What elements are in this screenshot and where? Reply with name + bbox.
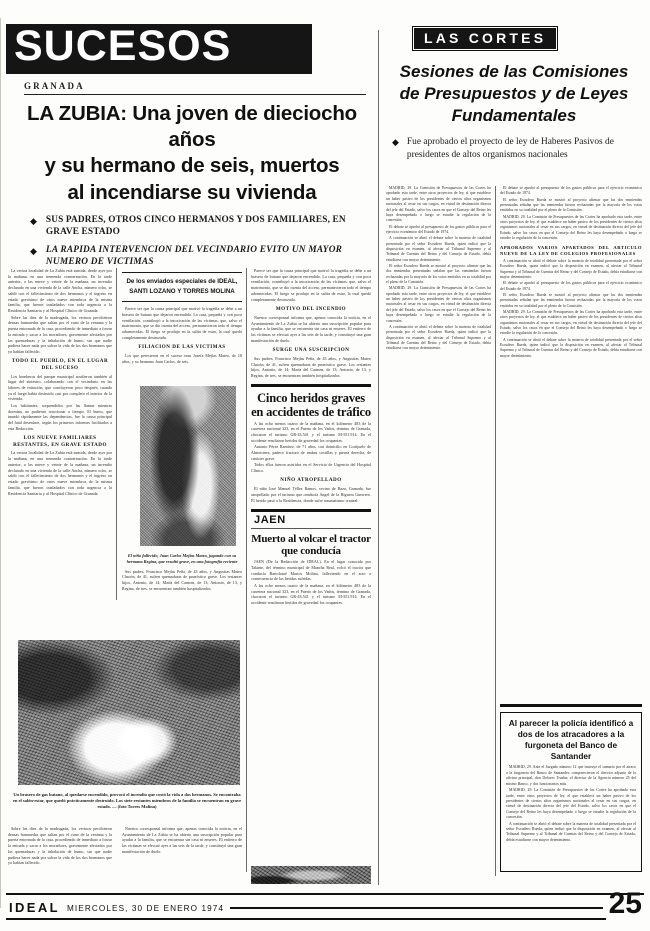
column-2: [122, 272, 242, 365]
subhead: FILIACION DE LAS VICTIMAS: [138, 344, 226, 351]
paragraph: MADRID, 29. Ante el Juzgado número 12 que instruye el sumario por el atraco a la furgoneta del Banco de Santander, comparecieron el director adjunto de la oficina principal, don Dolores Trueba; el director de la Agencia número 25 del mismo Banco, y dos funcionarios más.: [506, 765, 636, 786]
debris-caption-area: [10, 789, 244, 810]
main-headline: [20, 101, 364, 206]
headline-line-2: y su hermano de seis, muertos: [44, 154, 340, 178]
cortes-headline-line-3: Fundamentales: [451, 106, 577, 126]
paragraph: El niño José Manuel Téllez Ramos, vecino de Baza, Granada, fue atropellado por el turismo que conducía Angel de la Higuera Guerrero. El herido pasó a la Residencia, donde sufre traumatismo craneal.: [251, 486, 371, 503]
bullet-item: [30, 215, 358, 238]
cortes-section: [384, 26, 644, 161]
column-2-tail: [122, 569, 242, 592]
paragraph: MADRID, 29. La Comisión de Presupuestos de las Cortes ha aprobado esta tarde, entre otros proyectos de ley, el que establece un haber pasivo de los presidentes de ciertos altos organismos nacionales al cesar en sus cargos, en virtud de destinación directa del jefe del Estado, salvo los casos en que el Consejo del Reino les haya desempeñado o luego se estudie la regulación de la concesión.: [386, 286, 491, 323]
cortes-headline: [386, 61, 642, 127]
subhead: MOTIVO DEL INCENDIO: [275, 305, 347, 312]
column-4: [386, 186, 491, 353]
cortes-bullet-item: [392, 136, 638, 160]
santander-boxed-item: [500, 712, 642, 872]
subhead: TODO EL PUEBLO, EN EL LUGAR DEL SUCESO: [11, 358, 109, 371]
byline-rule-bottom: [122, 301, 242, 302]
page-edge-line: [0, 18, 1, 908]
column-rule-1: [116, 268, 117, 600]
column-2-continuation: [122, 826, 242, 855]
photo-room-fragment: [251, 866, 371, 884]
paragraph: A continuación se abrió el debate sobre la materia de totalidad presentada por el señor Escudero Rueda, quien indicó que la disposición en examen, al afectar al Tribunal Supremo y al Tribunal de Cuentas del Reino y del Consejo de Estado, debía estudiarse con mayor detenimiento.: [506, 821, 636, 842]
column-3-body-top: [251, 268, 371, 379]
paragraph: La vecina localidad de La Zubia está sumida, desde ayer por la mañana, en una tremenda consternación. En la tarde anterior, a las nueve y veinte de la mañana, un incendio declarado en una vivienda de la calle Ancha, número ocho, se saldó con el fallecimiento de dos hermanos y el ingreso en estado gravísimo de otros nueve miembros de la misma familia, que fueron trasladados con toda urgencia a la Residencia Sanitaria y al Hospital Clínico de Granada.: [8, 450, 112, 496]
paragraph: JAEN (De la Redacción de IDEAL). En el lugar conocido por Talante, del término municipal de Mancha Real, volcó el tractor que conducía Bartolomé Martos Molina, falleciendo en el acto a consecuencia de las heridas sufridas.: [251, 559, 371, 582]
column-3-jaen-body: [251, 559, 371, 606]
paragraph: Todos ellos fueron asistidos en el Servicio de Urgencia del Hospital Clínico.: [251, 462, 371, 474]
santander-headline: Al parecer la policía identificó a dos de los atracadores a la furgoneta del Banco de Santander: [508, 718, 634, 762]
cortes-badge: [412, 26, 558, 51]
paragraph: Los que perecieron en el suceso eran Josefa Mejías Mateo, de 18 años, y su hermano Juan Carlos, de seis.: [122, 352, 242, 364]
subhead: SURGE UNA SUSCRIPCION: [272, 346, 350, 353]
column-3: [251, 268, 371, 607]
column-2-caption-area: [122, 550, 242, 592]
paragraph: MADRID, 29. La Comisión de Presupuestos de las Cortes ha aprobado esta tarde, entre otros proyectos de ley, el que establece un haber pasivo de los presidentes de ciertos altos organismos nacionales al cesar en sus cargos, en virtud de destinación directa del jefe del Estado, salvo los casos en que el Consejo del Reino les haya desempeñado o luego se estudie la regulación de la concesión.: [386, 186, 491, 223]
footer-row: [6, 886, 644, 920]
column-3-traffic-body: [251, 421, 371, 504]
jaen-divider-rule-top: [251, 509, 371, 512]
headline-line-1: LA ZUBIA: Una joven de dieciocho años: [27, 101, 357, 152]
headline-bullets: [30, 215, 358, 269]
photo-children: [140, 386, 236, 546]
page-footer: [6, 886, 644, 920]
paragraph: Parece ser que la causa principal que motivó la tragedia se debe a un brasero de butano que dejaron encendido. La casa, pequeña y con poca ventilación, contribuyó a la intoxicación de las víctimas, que, salvo el matrimonio, que se dio cuenta del acceso, permanecieron todo el tiempo adormecidas. El fuego se produjo en la salita de estar, la cual quedó completamente destrozada.: [251, 268, 371, 302]
diamond-bullet-icon: ◆: [30, 246, 37, 257]
column-5-body-top: [500, 186, 642, 359]
paragraph: Nuestro corresponsal informa que, apenas conocida la noticia, en el Ayuntamiento de La Zubia se ha abierto una suscripción popular para ayudar a la familia, que se encuentra sin casa ni enseres. El entierro de las víctimas se efectuó ayer a las seis de la tarde, y constituyó una gran manifestación de duelo.: [251, 314, 371, 343]
column-1: [8, 268, 112, 497]
paragraph: Parece ser que la causa principal que motivó la tragedia se debe a un brasero de butano que dejaron encendido. La casa, pequeña y con poca ventilación, contribuyó a la intoxicación de las víctimas, que, salvo el matrimonio, que se dio cuenta del acceso, permanecieron todo el tiempo adormecidas. El fuego se produjo en la salita de estar, la cual quedó completamente destrozada.: [122, 306, 242, 340]
sucesos-masthead: SUCESOS: [6, 24, 312, 74]
column-1-cont-body: [8, 826, 112, 866]
kicker-granada: GRANADA: [24, 80, 85, 91]
paragraph: El señor Escudero Rueda se mostró al proyecto afirmar que las dos enmiendas presentadas señalan que las enmiendas fueron rechazadas por la mayoría de los votos emitidos en su totalidad por el pleno de la Comisión.: [500, 292, 642, 308]
publication-date: MIERCOLES, 30 DE ENERO 1974: [67, 904, 225, 913]
kicker-divider: [24, 94, 366, 95]
paragraph: El debate se aprobó al presupuesto de los gastos públicos para el ejercicio económico del Estado de 1974.: [500, 281, 642, 291]
cortes-headline-line-1: Sesiones de las Comisiones: [399, 62, 629, 81]
paragraph: MADRID, 29. La Comisión de Presupuestos de las Cortes ha aprobado esta tarde, entre otros proyectos de ley, el que establece un haber pasivo de los presidentes de ciertos altos organismos nacionales al cesar en sus cargos, en virtud de destinación directa del jefe del Estado, salvo los casos en que el Consejo del Reino les haya desempeñado o luego se estudie la regulación de la concesión.: [506, 788, 636, 820]
paragraph: Los habitantes, sorprendidos por las llamas mientras dormían, no pudieron reaccionar a tiempo. El humo, que inundó rápidamente las dependencias, fue la causa principal del fatal desenlace, según los primeros informes facilitados a esta Redacción.: [8, 403, 112, 431]
paragraph: Sus padres, Francisco Mejías Peña, de 43 años, y Angustias Mateo Chacón, de 41, sufren quemaduras de pronóstico grave. Los restantes hijos, Antonio, de 14; María del Carmen, de 13; Antonio, de 13, y Regina, de tres, se encuentran también hospitalizados.: [122, 568, 242, 591]
column-rule-3: [495, 186, 496, 876]
cortes-bullet-text: Fue aprobado el proyecto de ley de Haberes Pasivos de presidentes de altos organismos nacionales: [406, 137, 614, 160]
paragraph: MADRID, 29. La Comisión de Presupuestos de las Cortes ha aprobado esta tarde, entre otros proyectos de ley, el que establece un haber pasivo de los presidentes de ciertos altos organismos nacionales al cesar en sus cargos, en virtud de destinación directa del jefe del Estado, salvo los casos en que el Consejo del Reino les haya desempeñado o luego se estudie la regulación de la concesión.: [500, 214, 642, 241]
cortes-badge-label: LAS CORTES: [414, 28, 556, 49]
page-number: 25: [608, 886, 642, 920]
paragraph: A continuación se abrió el debate sobre la materia de totalidad presentada por el señor Escudero Rueda, quien indicó que la disposición en examen, al afectar al Tribunal Supremo y al Tribunal de Cuentas del Reino y del Consejo de Estado, debía estudiarse con mayor detenimiento.: [500, 258, 642, 280]
byline: De los enviados especiales de IDEAL, SANTI LOZANO Y TORRES MOLINA: [126, 278, 238, 295]
column-5: [500, 186, 642, 360]
column-4-body: [386, 186, 491, 352]
subhead: APROBADOS VARIOS APARTADOS DEL ARTICULO NUEVE DE LA LEY DE COLEGIOS PROFESIONALES: [500, 245, 642, 256]
section-badge-jaen: JAEN: [254, 513, 286, 526]
paragraph: MADRID, 29. La Comisión de Presupuestos de las Cortes ha aprobado esta tarde, entre otros proyectos de ley, el que establece un haber pasivo de los presidentes de ciertos altos organismos nacionales al cesar en sus cargos, en virtud de destinación directa del jefe del Estado, salvo los casos en que el Consejo del Reino les haya desempeñado o luego se estudie la regulación de la concesión.: [500, 309, 642, 336]
column-2-intro: [122, 306, 242, 364]
column-rule-2: [246, 268, 247, 872]
column-rule-main: [378, 30, 379, 885]
paragraph: Sus padres, Francisco Mejías Peña, de 43 años, y Angustias Mateo Chacón, de 41, sufren quemaduras de pronóstico grave. Los restantes hijos, Antonio, de 14; María del Carmen, de 13; Antonio, de 13, y Regina, de tres, se encuentran también hospitalizados.: [251, 355, 371, 378]
traffic-story-headline: Cinco heridos graves en accidentes de tráfico: [251, 390, 371, 419]
paragraph: El señor Escudero Rueda se mostró al proyecto afirmar que las dos enmiendas presentadas señalan que las enmiendas fueron rechazadas por la mayoría de los votos emitidos en su totalidad por el pleno de la Comisión.: [500, 197, 642, 213]
paragraph: Antonio Pérez Ramírez, de 71 años, con domicilio en Cortijuelo de Almotrines, padece fractura de ambas costillas y pierna derecha, de carácter grave.: [251, 444, 371, 461]
footer-stretch-rule: [230, 907, 603, 909]
headline-line-3: al incendiarse su vivienda: [67, 180, 317, 204]
cortes-headline-line-2: de Presupuestos y de Leyes: [399, 84, 629, 104]
photo-fire-debris: [18, 640, 240, 785]
paragraph: A continuación se abrió el debate sobre la materia de totalidad presentada por el señor Escudero Rueda, quien indicó que la disposición en examen, al afectar al Tribunal Supremo y al Tribunal de Cuentas del Reino y del Consejo de Estado, debía estudiarse con mayor detenimiento.: [386, 236, 491, 262]
column-2-cont-body: [122, 826, 242, 855]
paragraph: Nuestro corresponsal informa que, apenas conocida la noticia, en el Ayuntamiento de La Zubia se ha abierto una suscripción popular para ayudar a la familia, que se encuentra sin casa ni enseres. El entierro de las víctimas se efectuó ayer a las seis de la tarde, y constituyó una gran manifestación de duelo.: [122, 826, 242, 854]
paragraph: A continuación se abrió el debate sobre la materia de totalidad presentada por el señor Escudero Rueda, quien indicó que la disposición en examen, al afectar al Tribunal Supremo y al Tribunal de Cuentas del Reino y del Consejo de Estado, debía estudiarse con mayor detenimiento.: [500, 337, 642, 358]
diamond-bullet-icon: ◆: [30, 215, 37, 226]
bullet-text: SUS PADRES, OTROS CINCO HERMANOS Y DOS FAMILIARES, EN GRAVE ESTADO: [45, 214, 346, 237]
paragraph: El debate se aprobó al presupuesto de los gastos públicos para el ejercicio económico del Estado de 1974.: [386, 224, 491, 234]
subhead: NIÑO ATROPELLADO: [280, 477, 342, 484]
story-divider-rule: [251, 384, 371, 387]
caption-kids-photo: El niño fallecido, Juan Carlos Mejías Mateo, jugando con su hermana Regina, que resultó grave, en una fotografía reciente: [126, 553, 238, 564]
jaen-divider-rule-bottom: [251, 528, 371, 529]
paragraph: El debate se aprobó al presupuesto de los gastos públicos para el ejercicio económico del Estado de 1974.: [500, 186, 642, 196]
paragraph: Sobre las diez de la madrugada, los vecinos percibieron densas humaredas que salían por el vano de la ventana y la puerta entornada de la casa, procediendo de inmediato a forzar la entrada y sacar a los moradores, gravemente afectados por las quemaduras y la inhalación de humo, sin que nadie pudiera hacer nada por salvar la vida de los dos hermanos que ya habían fallecido.: [8, 314, 112, 355]
paragraph: El señor Escudero Rueda se mostró al proyecto afirmar que las dos enmiendas presentadas señalan que las enmiendas fueron rechazadas por la mayoría de los votos emitidos en su totalidad por el pleno de la Comisión.: [386, 263, 491, 285]
column-1-continuation: [8, 826, 112, 867]
caption-debris-photo: Un brasero de gas butano, al quedarse encendido, provocó el incendio que costó la vida a dos hermanos. Se encontraba en el salón-estar, que quedó prácticamente destruido. Los siete restantes miembros de la familia se encuentran en grave estado. — (foto Torres Molina): [12, 792, 242, 810]
column-1-body: [8, 268, 112, 496]
bullet-text: LA RAPIDA INTERVENCION DEL VECINDARIO EVITO UN MAYOR NUMERO DE VICTIMAS: [45, 245, 343, 267]
subhead: LOS NUEVE FAMILIARES RESTANTES, EN GRAVE ESTADO: [13, 435, 107, 448]
jaen-story-headline: Muerto al volcar el tractor que conducía: [251, 532, 371, 557]
diamond-bullet-icon: ◆: [392, 137, 399, 148]
santander-body: [506, 765, 636, 843]
paragraph: A continuación se abrió el debate sobre la materia de totalidad presentada por el señor Escudero Rueda, quien indicó que la disposición en examen, al afectar al Tribunal Supremo y al Tribunal de Cuentas del Reino y del Consejo de Estado, debía estudiarse con mayor detenimiento.: [386, 324, 491, 351]
paragraph: Los bomberos del parque municipal acudieron también al lugar del siniestro, colaborando con el vecindario en las labores de extinción, que concluyeron poco después, cuando ya el fuego había destruido casi por completo el interior de la vivienda.: [8, 373, 112, 402]
paragraph: Sobre las diez de la madrugada, los vecinos percibieron densas humaredas que salían por el vano de la ventana y la puerta entornada de la casa, procediendo de inmediato a forzar la entrada y sacar a los moradores, gravemente afectados por las quemaduras y la inhalación de humo, sin que nadie pudiera hacer nada por salvar la vida de los dos hermanos que ya habían fallecido.: [8, 826, 112, 866]
footer-rule-bottom: [6, 918, 606, 920]
paragraph: La vecina localidad de La Zubia está sumida, desde ayer por la mañana, en una tremenda consternación. En la tarde anterior, a las nueve y veinte de la mañana, un incendio declarado en una vivienda de la calle Ancha, número ocho, se saldó con el fallecimiento de dos hermanos y el ingreso en estado gravísimo de otros nueve miembros de la misma familia, que fueron trasladados con toda urgencia a la Residencia Sanitaria y al Hospital Clínico de Granada.: [8, 268, 112, 314]
paragraph: A las ocho menos cuarto de la mañana, en el kilómetro 483 de la carretera nacional 323, en el Puerto de los Vados, término de Granada, chocaron el turismo GR-43.541 y el turismo M-551.914. En el accidente resultaron heridos de gravedad los ocupantes.: [251, 582, 371, 606]
bullet-item: [30, 245, 358, 268]
publication-brand: IDEAL: [9, 900, 60, 915]
sucesos-section: [6, 24, 374, 276]
boxed-item-divider: [500, 704, 642, 707]
paragraph: A las ocho menos cuarto de la mañana, en el kilómetro 483 de la carretera nacional 323, en el Puerto de los Vados, término de Granada, chocaron el turismo GR-43.541 y el turismo M-551.914. En el accidente resultaron heridos de gravedad los ocupantes.: [251, 420, 371, 443]
